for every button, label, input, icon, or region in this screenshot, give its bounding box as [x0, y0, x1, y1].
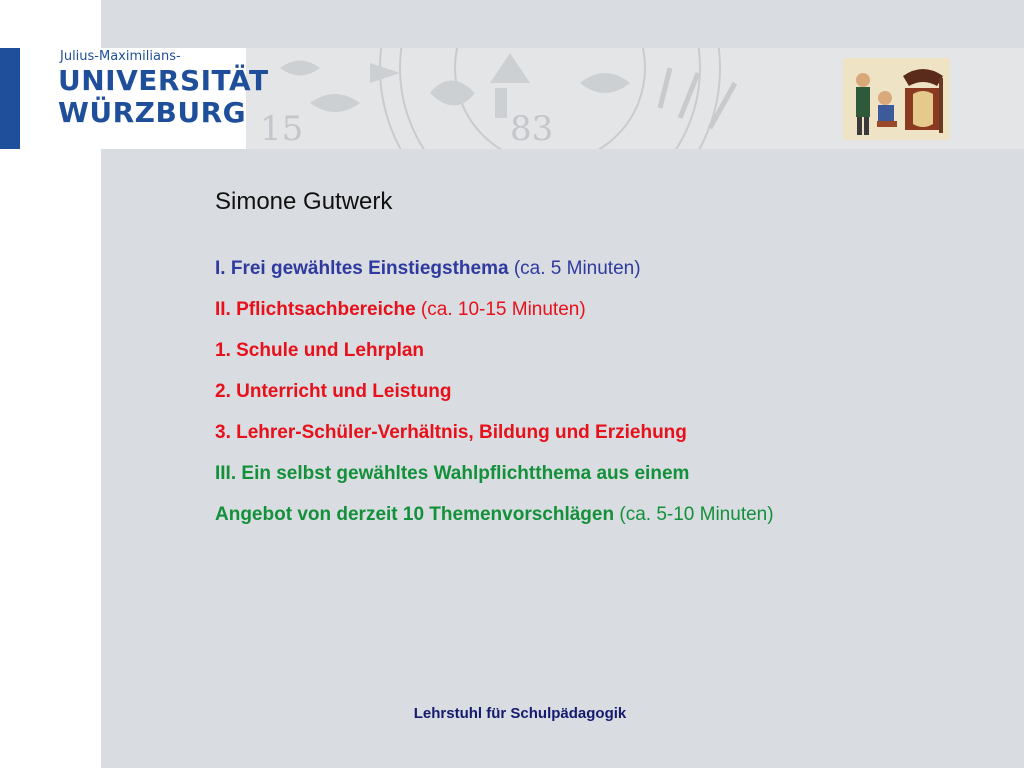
logo-line-top: Julius-Maximilians- [60, 49, 181, 64]
topic-title: I. Frei gewähltes Einstiegsthema [215, 258, 509, 279]
topic-item [215, 371, 995, 412]
topic-item [215, 248, 995, 289]
topic-item [215, 494, 995, 535]
topic-item [215, 289, 995, 330]
topic-title: 3. Lehrer-Schüler-Verhältnis, Bildung und Erziehung [215, 422, 687, 443]
footer-chair-name: Lehrstuhl für Schulpädagogik [413, 705, 627, 722]
decorative-illustration [843, 58, 950, 140]
topic-title: 1. Schule und Lehrplan [215, 340, 425, 361]
topic-item [215, 453, 995, 494]
seal-year-right: 83 [510, 109, 554, 149]
topic-item [215, 412, 995, 453]
header-banner [0, 48, 1024, 149]
slide-content [215, 186, 995, 535]
topic-title: II. Pflichtsachbereiche [215, 299, 416, 320]
logo-line-2: WÜRZBURG [58, 96, 247, 129]
topic-title: 2. Unterricht und Leistung [215, 381, 452, 402]
seal-year-left: 15 [260, 109, 304, 149]
topic-item [215, 330, 995, 371]
topic-title: Angebot von derzeit 10 Themenvorschlägen [215, 504, 615, 525]
topic-duration: (ca. 5 Minuten) [508, 258, 641, 279]
logo-line-1: UNIVERSITÄT [58, 64, 269, 97]
topic-duration: (ca. 5-10 Minuten) [614, 504, 774, 525]
author-name: Simone Gutwerk [215, 188, 393, 215]
university-logo [20, 48, 269, 149]
topic-title: III. Ein selbst gewähltes Wahlpflichtthema aus einem [215, 463, 690, 484]
topic-duration: (ca. 10-15 Minuten) [415, 299, 586, 320]
